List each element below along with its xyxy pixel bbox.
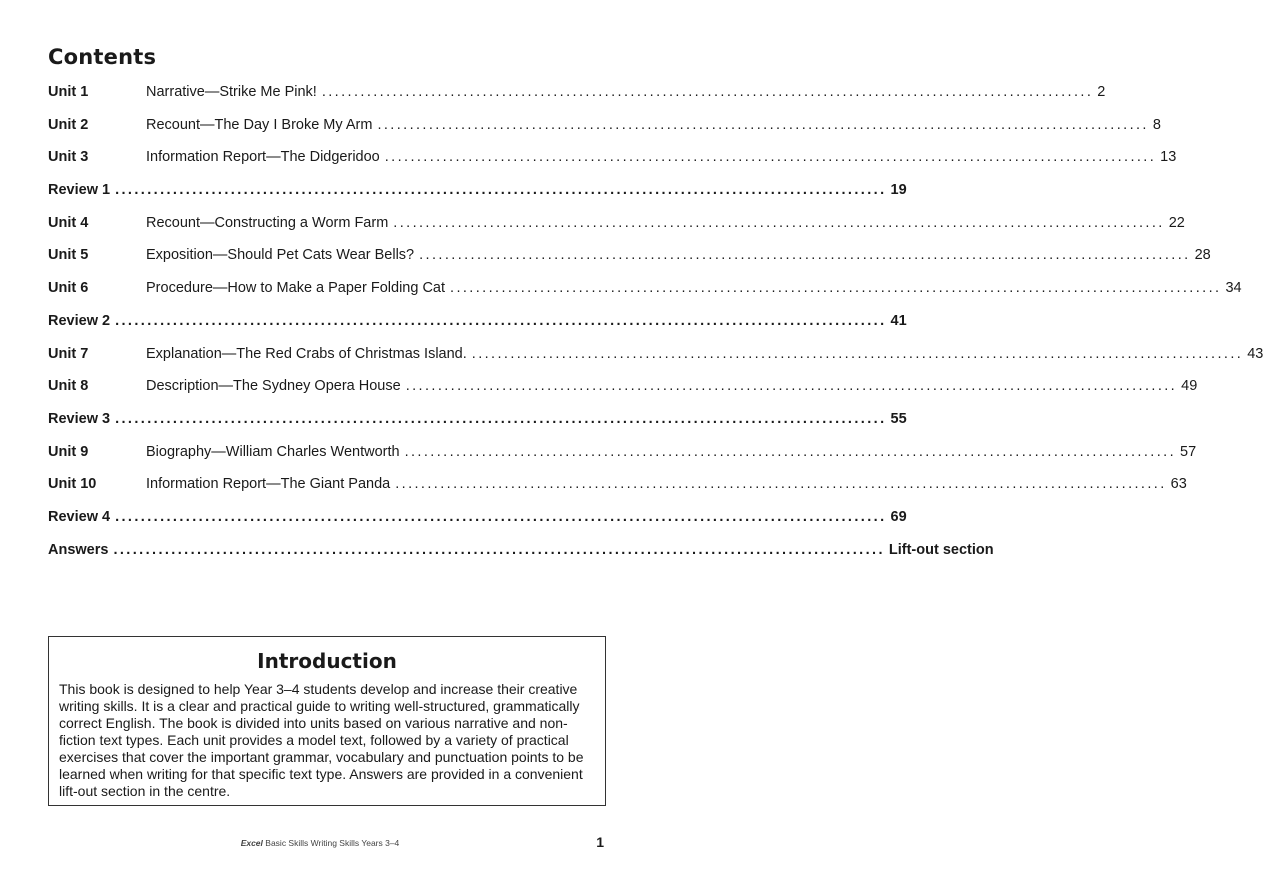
contents-heading: Contents — [48, 45, 157, 69]
toc-leader-dots: ........................................................................................................................ — [113, 541, 885, 558]
toc-page-number: 69 — [890, 508, 907, 525]
toc-unit-label: Unit 10 — [48, 476, 97, 493]
toc-leader-dots: ........................................................................................................................ — [115, 312, 887, 329]
table-of-contents — [48, 84, 1263, 574]
page-number: 1 — [596, 834, 604, 850]
toc-unit-label: Answers — [48, 541, 109, 558]
toc-page-number: 13 — [1160, 149, 1177, 166]
toc-page-number: 49 — [1181, 378, 1198, 395]
toc-unit-label: Unit 3 — [48, 149, 89, 166]
toc-row — [48, 541, 994, 575]
toc-leader-dots: ........................................................................................................................ — [321, 84, 1094, 100]
toc-page-number: 8 — [1152, 116, 1161, 133]
toc-row — [48, 116, 1161, 150]
toc-page-number: 55 — [890, 410, 907, 427]
toc-row — [48, 247, 1211, 280]
toc-unit-label: Review 3 — [48, 410, 111, 427]
toc-row — [48, 378, 1198, 411]
toc-row — [48, 214, 1185, 248]
toc-leader-dots: ........................................................................................................................ — [405, 378, 1178, 395]
toc-page-number: 63 — [1170, 476, 1187, 493]
toc-page-number: 41 — [890, 312, 907, 329]
toc-leader-dots: ........................................................................................................................ — [471, 345, 1244, 362]
toc-entry-title: Narrative—Strike Me Pink! — [146, 84, 317, 100]
toc-page-number: 57 — [1180, 443, 1197, 460]
footer — [0, 838, 640, 848]
toc-unit-label: Review 4 — [48, 508, 111, 525]
toc-leader-dots: ........................................................................................................................ — [384, 149, 1157, 166]
toc-leader-dots: ........................................................................................................................ — [419, 247, 1191, 264]
toc-page-number: 28 — [1194, 247, 1211, 264]
toc-unit-label: Unit 2 — [48, 116, 89, 133]
toc-entry-title: Biography—William Charles Wentworth — [146, 443, 400, 460]
toc-entry-title: Exposition—Should Pet Cats Wear Bells? — [146, 247, 415, 264]
toc-entry-title: Information Report—The Giant Panda — [146, 476, 391, 493]
toc-entry-title: Recount—The Day I Broke My Arm — [146, 116, 373, 133]
toc-entry-title: Description—The Sydney Opera House — [146, 378, 401, 395]
toc-row — [48, 476, 1187, 509]
footer-brand: Excel — [240, 838, 263, 848]
toc-row — [48, 280, 1242, 313]
toc-leader-dots: ........................................................................................................................ — [115, 410, 887, 427]
toc-unit-label: Review 1 — [48, 182, 111, 199]
toc-unit-label: Review 2 — [48, 312, 111, 329]
toc-leader-dots: ........................................................................................................................ — [404, 443, 1177, 460]
toc-page-number: 2 — [1097, 84, 1106, 100]
toc-row — [48, 149, 1177, 182]
toc-unit-label: Unit 1 — [48, 84, 89, 100]
toc-row — [48, 410, 907, 444]
toc-page-number: Lift-out section — [888, 541, 994, 558]
toc-leader-dots: ........................................................................................................................ — [377, 116, 1149, 133]
toc-leader-dots: ........................................................................................................................ — [115, 508, 887, 525]
toc-row — [48, 443, 1197, 477]
toc-page-number: 22 — [1168, 214, 1185, 231]
toc-page-number: 19 — [890, 182, 907, 199]
introduction-text: This book is designed to help Year 3–4 students develop and increase their creative writing skills. It is a clear and practical guide to writing well-structured, grammatically correct English. The book is divided into units based on various narrative and non-fiction text types. Each unit provides a model text, followed by a variety of practical exercises that cover the important grammar, vocabulary and punctuation points to be learned when writing for that specific text type. Answers are provided in a convenient lift-out section in the centre. — [59, 681, 584, 799]
toc-entry-title: Information Report—The Didgeridoo — [146, 149, 380, 166]
toc-leader-dots: ........................................................................................................................ — [450, 280, 1222, 297]
toc-entry-title: Recount—Constructing a Worm Farm — [146, 214, 389, 231]
toc-entry-title: Explanation—The Red Crabs of Christmas Island. — [146, 345, 467, 362]
toc-unit-label: Unit 5 — [48, 247, 89, 264]
toc-unit-label: Unit 6 — [48, 280, 89, 297]
introduction-heading: Introduction — [257, 649, 397, 673]
toc-row — [48, 312, 907, 346]
toc-row — [48, 345, 1263, 379]
toc-page-number: 34 — [1225, 280, 1242, 297]
toc-row — [48, 84, 1106, 117]
toc-entry-title: Procedure—How to Make a Paper Folding Cat — [146, 280, 446, 297]
toc-row — [48, 508, 907, 542]
toc-leader-dots: ........................................................................................................................ — [393, 214, 1165, 231]
toc-page-number: 43 — [1247, 345, 1263, 362]
toc-unit-label: Unit 8 — [48, 378, 89, 395]
introduction-box — [48, 636, 606, 806]
toc-unit-label: Unit 7 — [48, 345, 89, 362]
toc-leader-dots: ........................................................................................................................ — [115, 182, 887, 199]
toc-leader-dots: ........................................................................................................................ — [395, 476, 1167, 493]
toc-unit-label: Unit 9 — [48, 443, 89, 460]
footer-book-title: Basic Skills Writing Skills Years 3–4 — [265, 838, 400, 848]
toc-row — [48, 182, 907, 215]
toc-unit-label: Unit 4 — [48, 214, 89, 231]
